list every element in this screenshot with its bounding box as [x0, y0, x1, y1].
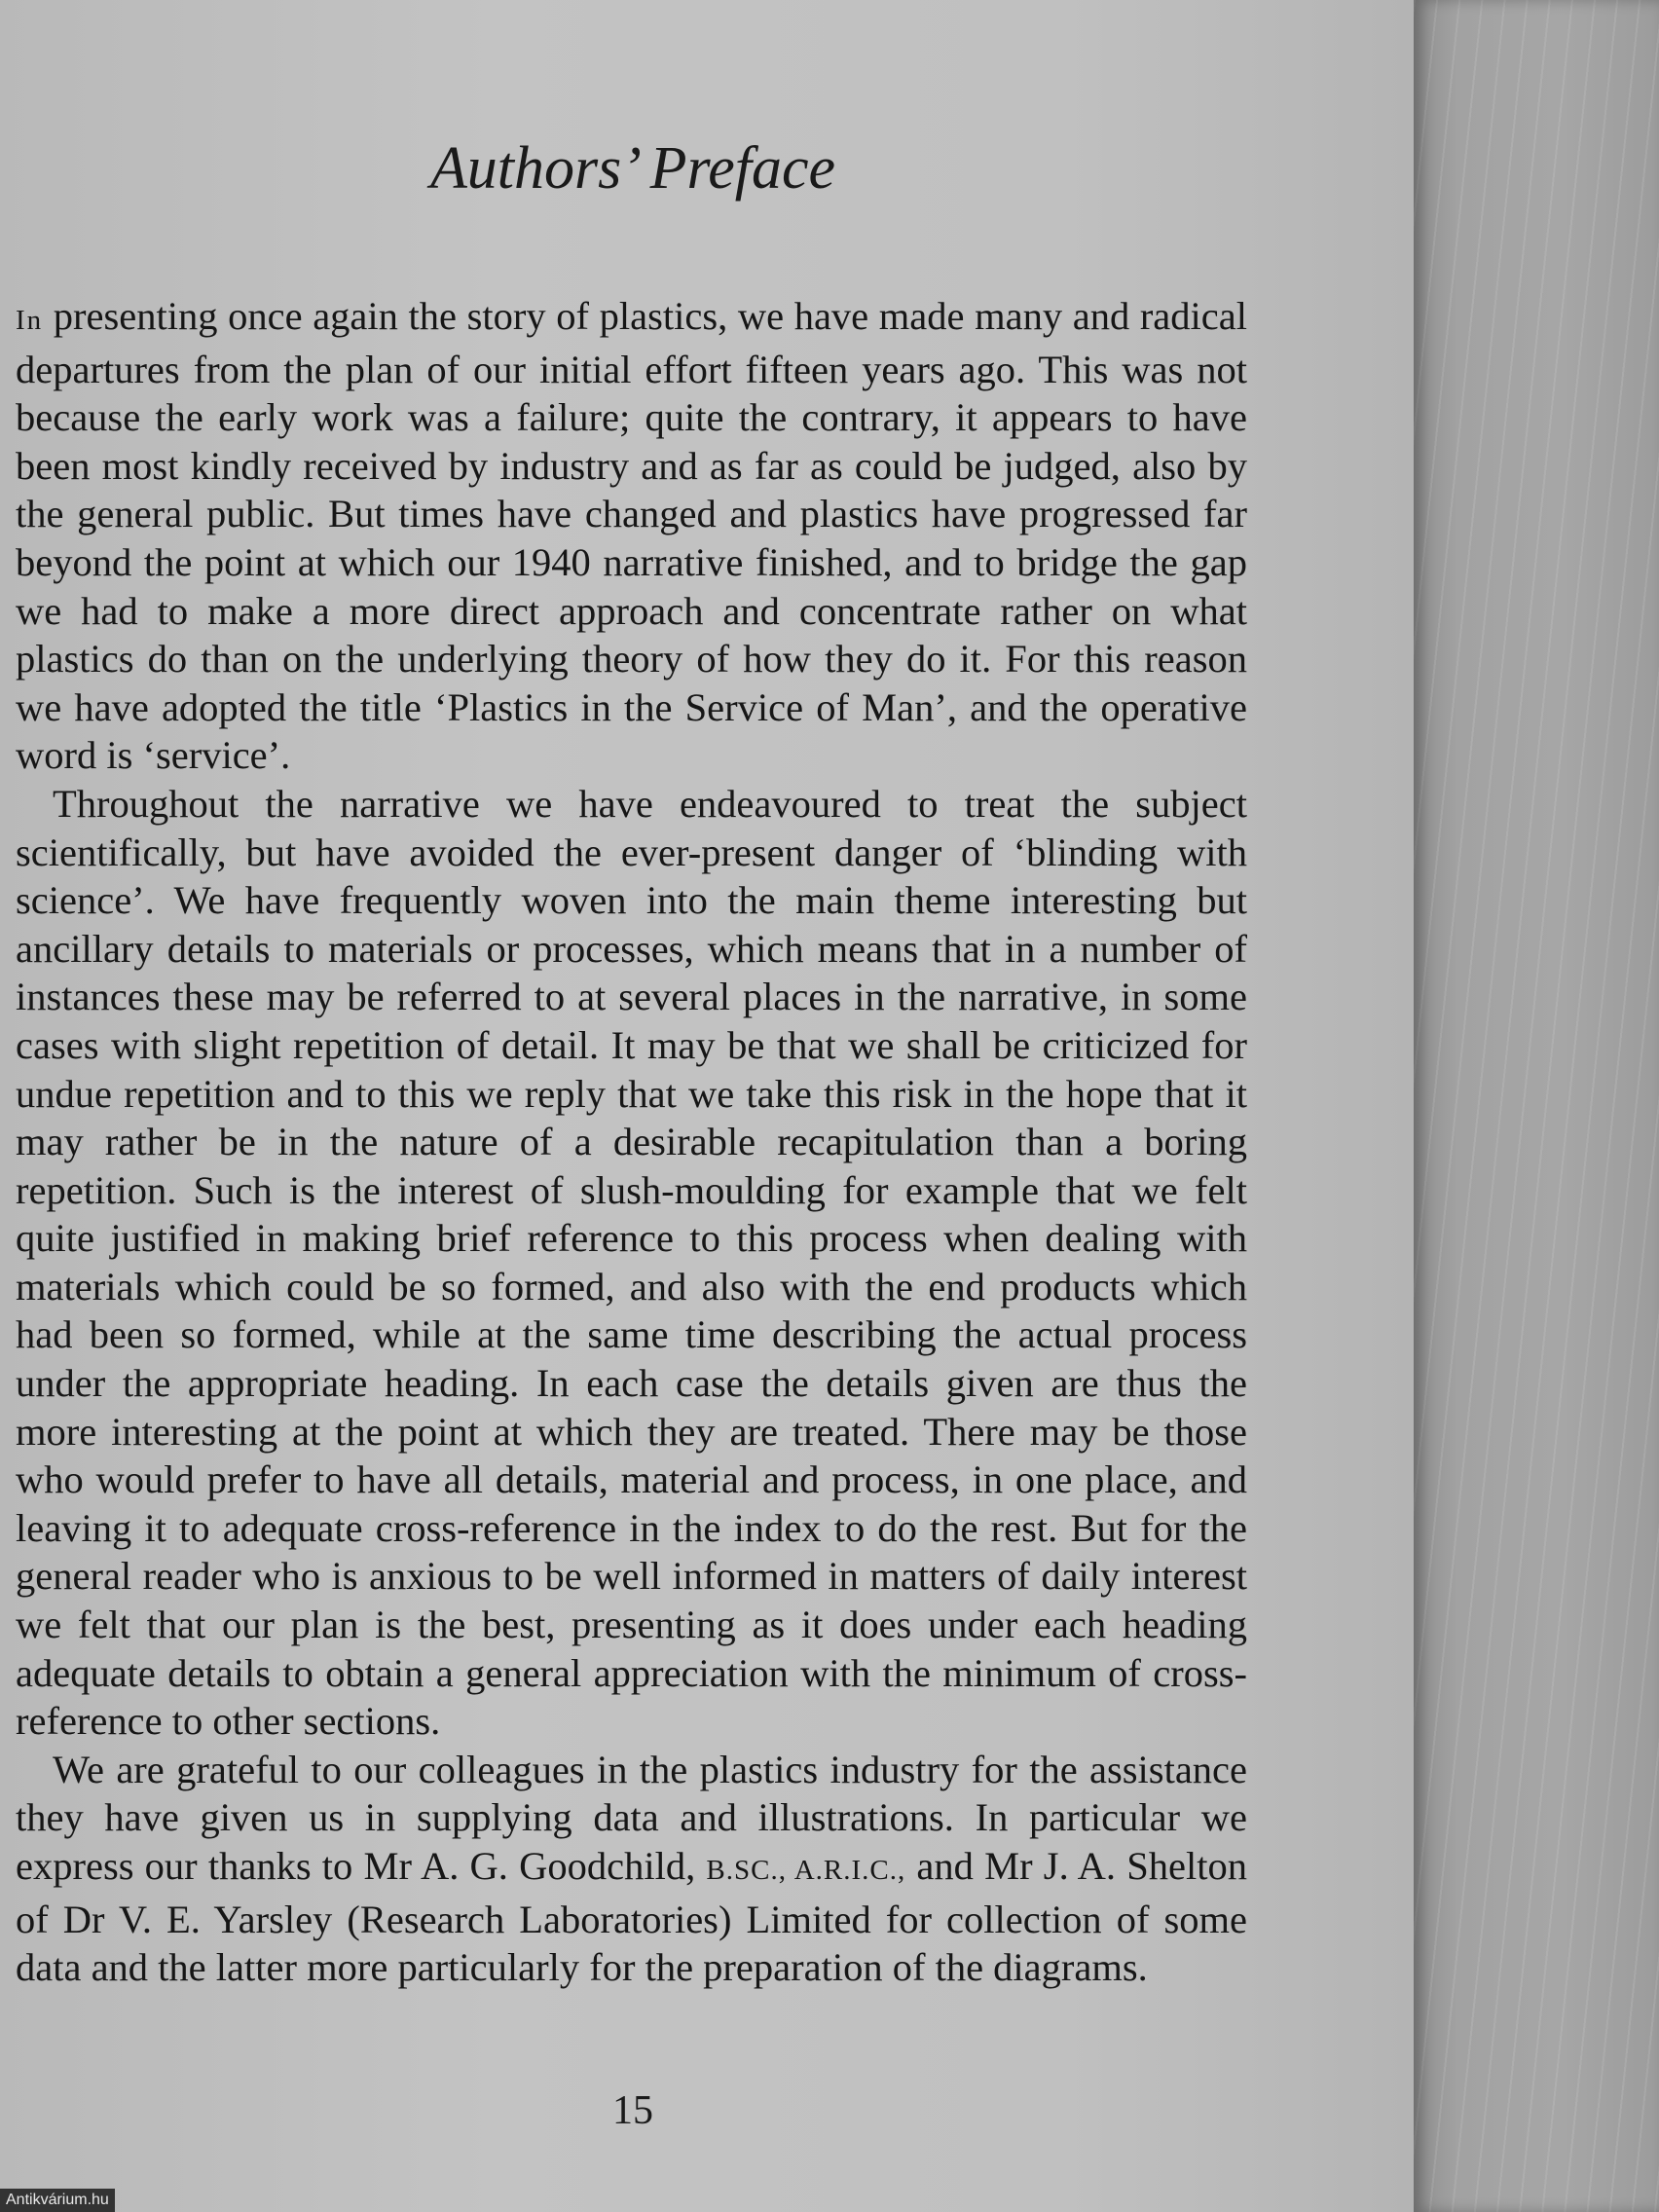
preface-body	[16, 292, 1247, 1992]
page-title: Authors’ Preface	[429, 135, 836, 202]
adjacent-page-edge	[1414, 0, 1659, 2212]
paragraph-3	[16, 1746, 1247, 1992]
paragraph-3-text-after: and Mr J. A. Shelton of Dr V. E. Yarsley (Research Laboratories) Limited for collection of some data and the latter more particularly for the preparation of the diagrams.	[16, 1844, 1247, 1990]
page-number: 15	[612, 2088, 653, 2133]
drop-lead-word: In	[16, 305, 44, 336]
degrees-abbreviation: B.SC., A.R.I.C.,	[706, 1855, 906, 1886]
paragraph-3-text-before: We are grateful to our colleagues in the plastics industry for the assistance they have given us in supplying data and illustrations. In particular we express our thanks to Mr A. G. Goodchild,	[16, 1747, 1247, 1888]
paragraph-1	[16, 292, 1247, 780]
paragraph-2: Throughout the narrative we have endeavoured to treat the subject scientifically, but have avoided the ever-present danger of ‘blinding with science’. We have frequently woven into the main theme interesting but ancillary details to materials or processes, which means that in a number of instances these may be referred to at several places in the narrative, in some cases with slight repetition of detail. It may be that we shall be criticized for undue repetition and to this we reply that we take this risk in the hope that it may rather be in the nature of a desirable recapitulation than a boring repetition. Such is the interest of slush-moulding for example that we felt quite justified in making brief reference to this process when dealing with materials which could be so formed, and also with the end products which had been so formed, while at the same time describing the actual process under the appropriate heading. In each case the details given are thus the more interesting at the point at which they are treated. There may be those who would prefer to have all details, material and process, in one place, and leaving it to adequate cross-reference in the index to do the rest. But for the general reader who is anxious to be well informed in matters of daily interest we felt that our plan is the best, presenting as it does under each heading adequate details to obtain a general appreciation with the minimum of cross-reference to other sections.	[16, 781, 1247, 1744]
watermark-label: Antikvárium.hu	[0, 2189, 115, 2212]
paragraph-1-text: presenting once again the story of plastics, we have made many and radical departures from the plan of our initial effort fifteen years ago. This was not because the early work was a failure; quite the contrary, it appears to have been most kindly received by industry and as far as could be judged, also by the general public. But times have changed and plastics have progressed far beyond the point at which our 1940 narrative finished, and to bridge the gap we had to make a more direct approach and concentrate rather on what plastics do than on the underlying theory of how they do it. For this reason we have adopted the title ‘Plastics in the Service of Man’, and the operative word is ‘service’.	[16, 294, 1247, 778]
